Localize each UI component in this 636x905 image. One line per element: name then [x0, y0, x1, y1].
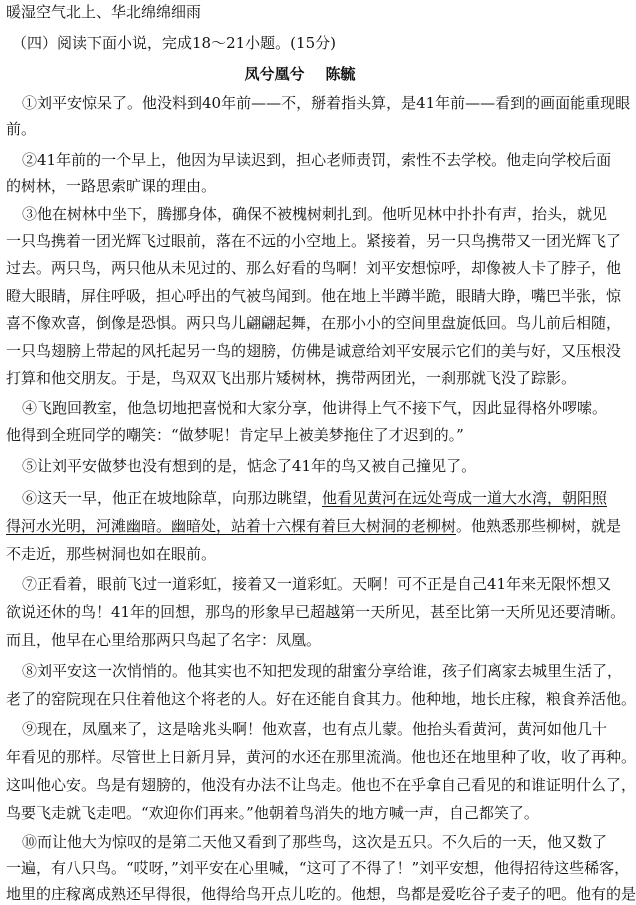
paragraph-line: 喜不像欢喜，倒像是恐惧。两只鸟儿翩翩起舞，在那小小的空间里盘旋低回。鸟儿前后相随，	[6, 314, 622, 332]
paragraph-line: 一只鸟翅膀上带起的风托起另一鸟的翅膀，仿佛是诚意给刘平安展示它们的美与好，又压根没	[6, 342, 622, 360]
paragraph-line: 不走近，那些树洞也如在眼前。	[6, 545, 217, 563]
paragraph-line: ③他在树林中坐下，腾挪身体，确保不被槐树刺扎到。他听见林中扑扑有声，抬头，就见	[22, 205, 608, 223]
paragraph-line: 年看见的那样。尽管世上日新月异，黄河的水还在那里流淌。他也还在地里种了收，收了再种。	[6, 748, 636, 766]
paragraph-line: 打算和他交朋友。于是，鸟双双飞出那片矮树林，携带两团光，一刹那就飞没了踪影。	[6, 369, 577, 387]
paragraph-line: 而且，他早在心里给那两只鸟起了名字：凤凰。	[6, 631, 322, 649]
paragraph-line: ⑧刘平安这一次悄悄的。他其实也不知把发现的甜蜜分享给谁，孩子们离家去城里生活了，	[22, 662, 623, 680]
paragraph-line: 瞪大眼睛，屏住呼吸，担心呼出的气被鸟闻到。他在地上半蹲半跪，眼睛大睁，嘴巴半张，惊	[6, 287, 622, 305]
top-headline: 暖湿空气北上、华北绵绵细雨	[6, 3, 202, 21]
underlined-text: 他看见黄河在远处弯成一道大水湾，朝阳照	[322, 489, 608, 507]
paragraph-line: 他得到全班同学的嘲笑：“做梦呢！肯定早上被美梦拖住了才迟到的。”	[6, 426, 464, 444]
question-instruction: （四）阅读下面小说，完成18～21小题。(15分)	[12, 34, 336, 52]
story-title-line	[0, 64, 600, 85]
paragraph-line: ④飞跑回教室，他急切地把喜悦和大家分享，他讲得上气不接下气，因此显得格外啰嗦。	[22, 399, 608, 417]
story-author: 陈毓	[325, 65, 356, 83]
paragraph-line: ②41年前的一个早上，他因为早读迟到，担心老师责罚，索性不去学校。他走向学校后面	[22, 151, 612, 169]
paragraph-line: 地里的庄稼离成熟还早得很，他得给鸟开点儿吃的。他想，鸟都是爱吃谷子麦子的吧。他有的是	[6, 885, 636, 903]
paragraph-line: ⑤让刘平安做梦也没有想到的是，惦念了41年的鸟又被自己撞见了。	[22, 457, 477, 475]
paragraph-line: ⑨现在，凤凰来了，这是啥兆头啊！他欢喜，也有点儿蒙。他抬头看黄河，黄河如他几十	[22, 720, 608, 738]
paragraph-line: 前。	[6, 120, 37, 138]
paragraph-line: 老了的窑院现在只住着他这个将老的人。好在还能自食其力。他种地，地长庄稼，粮食养活他。	[6, 690, 636, 708]
paragraph-line: 这叫他心安。鸟是有翅膀的，他没有办法不让鸟走。他也不在乎拿自己看见的和谁证明什么了，	[6, 776, 636, 794]
paragraph-line: 欲说还休的鸟！41年的回想，那鸟的形象早已超越第一天所见，甚至比第一天所见还要清晰。	[6, 603, 626, 621]
paragraph-line: 得河水光明，河滩幽暗。幽暗处，站着十六棵有着巨大树洞的老柳树。他熟悉那些柳树，就是	[6, 517, 622, 535]
paragraph-line: 过去。两只鸟，两只他从未见过的、那么好看的鸟啊！刘平安想惊呼，却像被人卡了脖子，他	[6, 259, 622, 277]
paragraph-line: ⑥这天一早，他正在坡地除草，向那边眺望，他看见黄河在远处弯成一道大水湾，朝阳照	[22, 489, 608, 507]
underlined-text: 得河水光明，河滩幽暗。幽暗处，站着十六棵有着巨大树洞的老柳树	[6, 517, 457, 535]
paragraph-line: 一只鸟携着一团光辉飞过眼前，落在不远的小空地上。紧接着，另一只鸟携带又一团光辉飞了	[6, 232, 622, 250]
paragraph-line: 的树林，一路思索旷课的理由。	[6, 177, 217, 195]
paragraph-line: 一遍，有八只鸟。“哎呀，”刘平安在心里喊，“这可了不得了！”刘平安想，他得招待这些稀客，	[6, 859, 630, 877]
paragraph-line: 鸟要飞走就飞走吧。“欢迎你们再来。”他朝着鸟消失的地方喊一声，自己都笑了。	[6, 804, 539, 822]
paragraph-line: ①刘平安惊呆了。他没料到40年前——不，掰着指头算，是41年前——看到的画面能重现眼	[22, 94, 631, 112]
paragraph-line: ⑦正看着，眼前飞过一道彩虹，接着又一道彩虹。天啊！可不正是自己41年来无限怀想又	[22, 575, 612, 593]
paragraph-line: ⑩而让他大为惊叹的是第二天他又看到了那些鸟，这次是五只。不久后的一天，他又数了	[22, 833, 608, 851]
story-title: 凤兮凰兮	[244, 65, 305, 83]
